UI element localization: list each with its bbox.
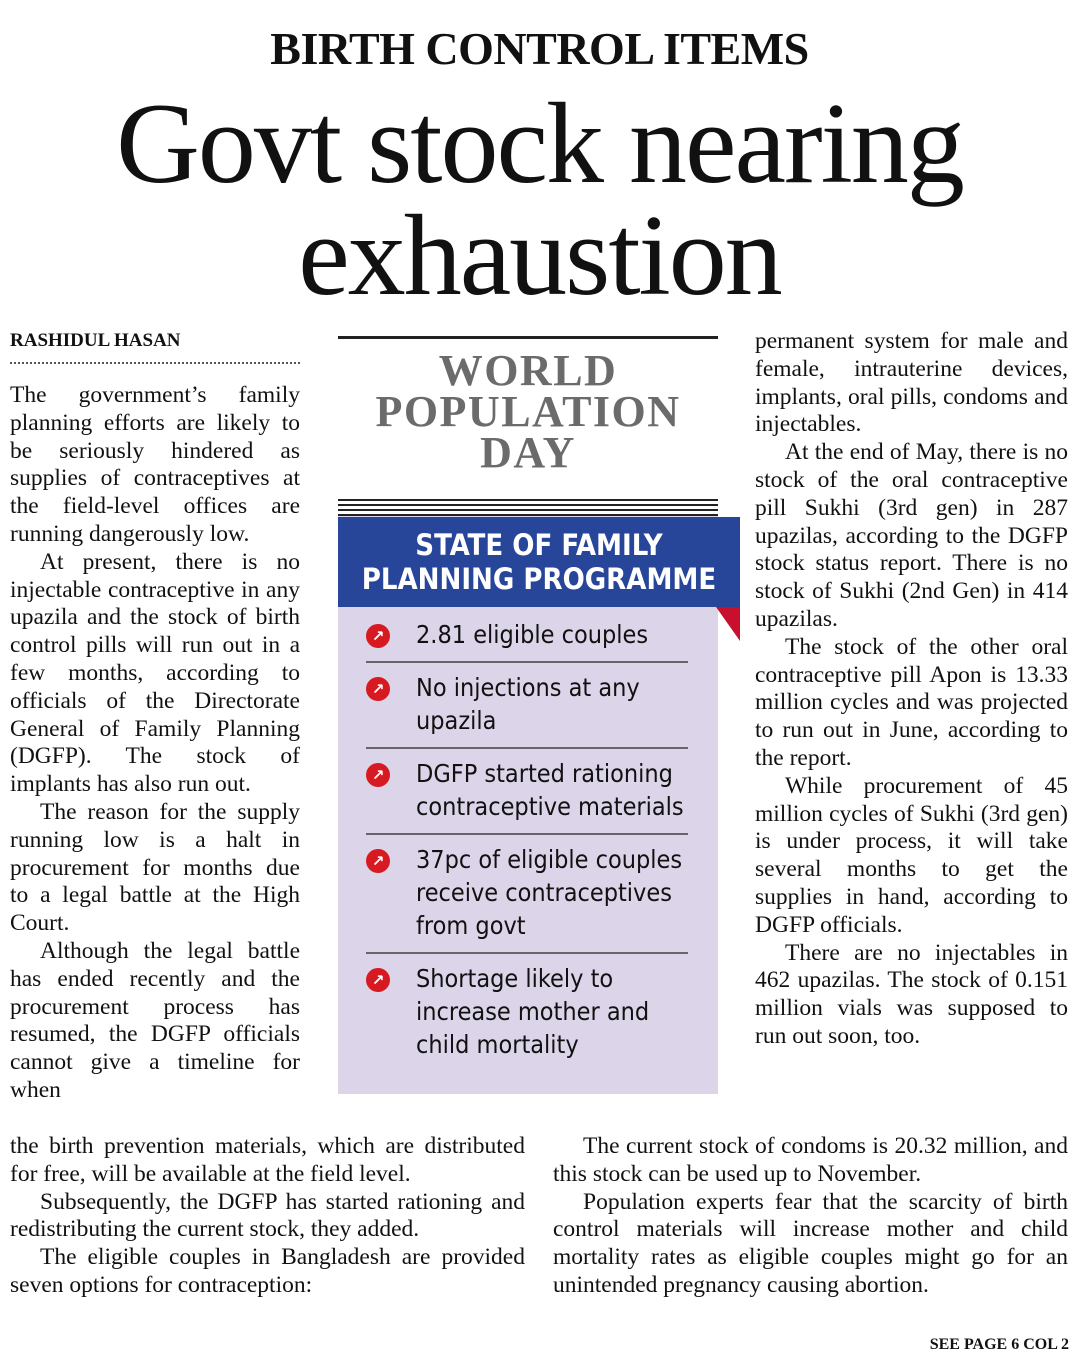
paragraph: There are no injectables in 462 upazilas. The stock of 0.151 million vials was supposed to run out soon, too.	[755, 939, 1068, 1049]
sidebar-title-line: DAY	[480, 428, 576, 477]
fact-text: DGFP started rationing contraceptive materials	[416, 759, 684, 821]
sidebar-title-line: WORLD	[438, 346, 618, 395]
sidebar-top-rule	[338, 336, 718, 339]
arrow-circle-icon: ↗	[366, 624, 390, 648]
arrow-circle-icon: ↗	[366, 968, 390, 992]
arrow-circle-icon: ↗	[366, 763, 390, 787]
banner-line: PLANNING PROGRAMME	[361, 562, 717, 596]
paragraph: At present, there is no injectable contraceptive in any upazila and the stock of birth control pills will run out in a few months, according to officials of the Directorate General of Family Planning (DGFP). The stock of implants has also run out.	[10, 548, 300, 798]
fact-text: No injections at any upazila	[416, 673, 640, 735]
column-3	[755, 328, 1068, 1051]
bottom-right-column	[553, 1133, 1068, 1300]
sidebar-title	[338, 346, 718, 477]
paragraph: Population experts fear that the scarcity of birth control materials will increase mother and child mortality rates as eligible couples might go for an unintended pregnancy causing abortion.	[553, 1188, 1068, 1298]
sidebar-title-line: POPULATION	[375, 387, 681, 436]
fact-item	[366, 757, 688, 835]
world-population-day-sidebar	[338, 336, 718, 1094]
ribbon-fold	[716, 607, 740, 641]
paragraph: The eligible couples in Bangladesh are provided seven options for contraception:	[10, 1244, 525, 1298]
continuation-note: SEE PAGE 6 COL 2	[929, 1336, 1069, 1353]
fact-text: Shortage likely to increase mother and child mortality	[416, 964, 650, 1059]
fact-item	[366, 843, 688, 954]
sidebar-banner	[338, 517, 740, 607]
bottom-left-column	[10, 1133, 525, 1300]
column-1	[10, 382, 300, 1105]
paragraph: permanent system for male and female, intrauterine devices, implants, oral pills, condoms and injectables.	[755, 328, 1068, 438]
paragraph: The government’s family planning efforts are likely to be seriously hindered as supplies of contraceptives at the field-level offices are running dangerously low.	[10, 382, 300, 547]
fact-text: 2.81 eligible couples	[416, 620, 649, 649]
fact-item	[366, 671, 688, 749]
headline: Govt stock nearing exhaustion	[116, 80, 963, 320]
banner-line: STATE OF FAMILY	[415, 528, 663, 562]
fact-item	[366, 962, 688, 1071]
paragraph: Although the legal battle has ended recently and the procurement process has resumed, the DGFP officials cannot give a timeline for when	[10, 937, 300, 1103]
arrow-circle-icon: ↗	[366, 677, 390, 701]
arrow-circle-icon: ↗	[366, 849, 390, 873]
facts-list	[366, 618, 688, 1079]
fact-item	[366, 618, 688, 663]
kicker: BIRTH CONTROL ITEMS	[270, 23, 809, 74]
fact-text: 37pc of eligible couples receive contraceptives from govt	[416, 845, 683, 940]
paragraph: The reason for the supply running low is a halt in procurement for months due to a legal battle at the High Court.	[10, 798, 300, 937]
paragraph: At the end of May, there is no stock of the oral contraceptive pill Sukhi (3rd gen) in 287 upazilas, according to the DGFP stock status report. There is no stock of Sukhi (2nd Gen) in 414 upazilas.	[755, 439, 1068, 632]
byline: RASHIDUL HASAN	[10, 330, 300, 364]
paragraph: Subsequently, the DGFP has started rationing and redistributing the current stock, they added.	[10, 1188, 525, 1243]
paragraph: The current stock of condoms is 20.32 million, and this stock can be used up to November.	[553, 1133, 1068, 1187]
paragraph: The stock of the other oral contraceptive pill Apon is 13.33 million cycles and was projected to run out in June, according to the report.	[755, 633, 1068, 771]
paragraph: While procurement of 45 million cycles of Sukhi (3rd gen) is under process, it will take several months to get the supplies in hand, according to DGFP officials.	[755, 772, 1068, 938]
paragraph: the birth prevention materials, which are distributed for free, will be available at the field level.	[10, 1133, 525, 1187]
